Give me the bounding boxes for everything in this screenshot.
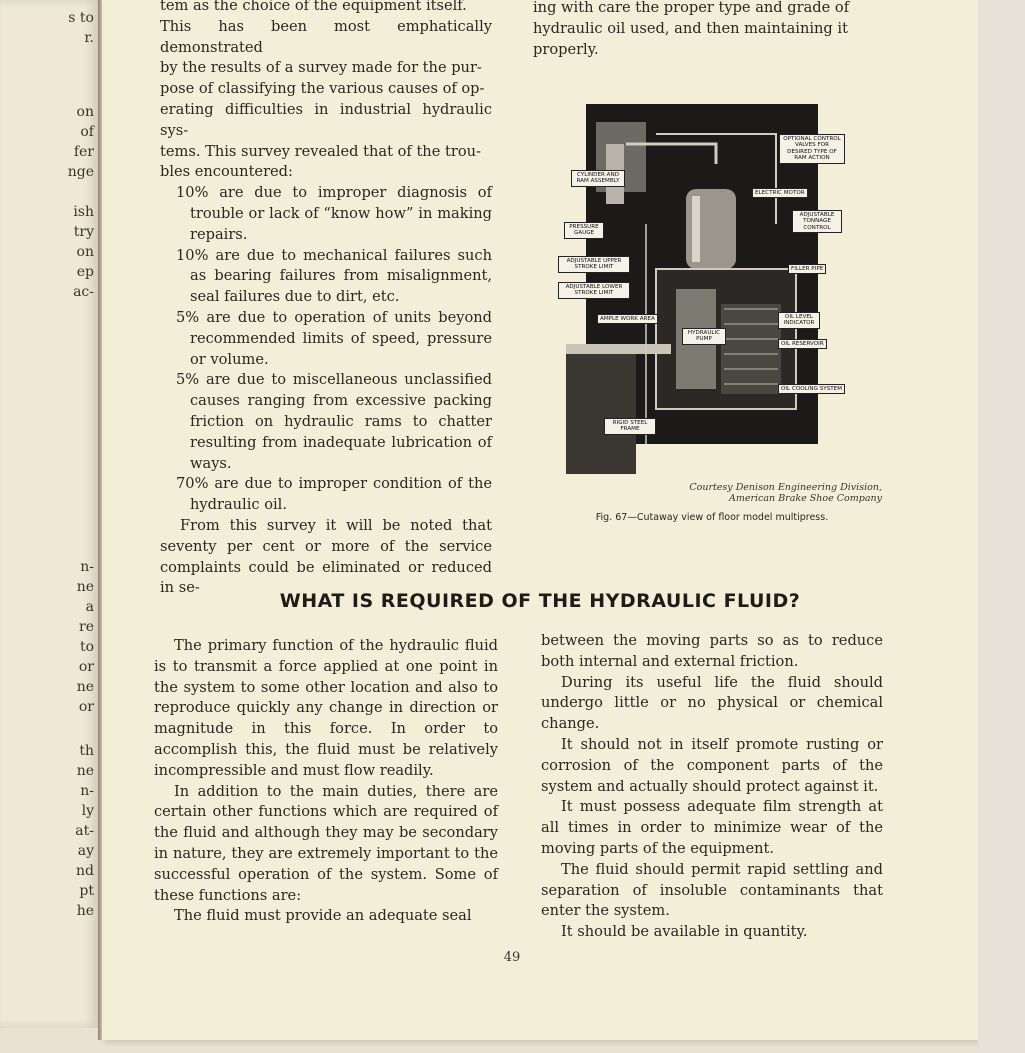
- left-page-fragment: pt: [79, 883, 94, 899]
- label-steel-frame: RIGID STEEL FRAME: [604, 418, 656, 435]
- figure-credit: [552, 482, 882, 504]
- left-page-fragment: a: [85, 599, 94, 615]
- left-page-fragment: n-: [80, 559, 94, 575]
- top-right-text: ing with care the proper type and grade of hydraulic oil used, and then maintaining it properly.: [533, 0, 850, 58]
- credit-line-2: American Brake Shoe Company: [729, 493, 882, 504]
- tl-line-4: pose of classifying the various causes of op-: [160, 80, 485, 98]
- left-page-fragment: ne: [76, 763, 94, 779]
- bl-paragraph-3: The fluid must provide an adequate seal: [174, 907, 472, 925]
- label-optional-control-valves: OPTIONAL CONTROL VALVES FOR DESIRED TYPE OF RAM ACTION: [779, 134, 845, 164]
- left-page-fragment: ne: [76, 579, 94, 595]
- left-page-fragment: n-: [80, 783, 94, 799]
- label-pressure-gauge: PRESSURE GAUGE: [564, 222, 604, 239]
- left-page-fragment: or: [78, 659, 94, 675]
- label-work-area: AMPLE WORK AREA: [597, 314, 658, 324]
- left-page-fragment: try: [73, 224, 94, 240]
- left-page-fragment: fer: [73, 144, 94, 160]
- page-number: 49: [503, 950, 521, 965]
- left-page-fragment: ne: [76, 679, 94, 695]
- left-page-fragment: on: [76, 244, 94, 260]
- left-page-fragment: ep: [76, 264, 94, 280]
- br-paragraph-2: During its useful life the fluid should undergo little or no physical or chemical change.: [541, 673, 883, 733]
- bl-paragraph-2: In addition to the main duties, there are certain other functions which are required of the fluid and although they may be secondary in nature, they are extremely important to the successful operation of the system. Some of these functions are:: [154, 782, 498, 904]
- br-paragraph-1: between the moving parts so as to reduce both internal and external friction.: [541, 632, 883, 670]
- background-edge: [978, 0, 1025, 1053]
- credit-line-1: Courtesy Denison Engineering Division,: [689, 482, 882, 493]
- left-page-fragment: ay: [77, 843, 94, 859]
- left-page-fragment: nge: [67, 164, 94, 180]
- tl-line-5: erating difficulties in industrial hydraulic sys-: [160, 100, 492, 139]
- bottom-right-column: [541, 631, 883, 943]
- left-page-fragment: nd: [76, 863, 94, 879]
- left-page-fragment: on: [76, 104, 94, 120]
- left-page-fragment: th: [79, 743, 94, 759]
- label-lower-stroke: ADJUSTABLE LOWER STROKE LIMIT: [558, 282, 630, 299]
- bottom-left-column: [154, 636, 498, 927]
- tl-line-1: tem as the choice of the equipment itself.: [160, 0, 467, 14]
- label-oil-reservoir: OIL RESERVOIR: [778, 339, 827, 349]
- left-page-fragment: ac-: [73, 284, 94, 300]
- survey-closing: From this survey it will be noted that seventy per cent or more of the service complaints could be eliminated or reduced in se-: [160, 516, 492, 597]
- right-page: [102, 0, 978, 1040]
- label-hydraulic-pump: HYDRAULIC PUMP: [682, 328, 726, 345]
- tl-line-7: bles encountered:: [160, 163, 293, 181]
- left-page-fragment: re: [79, 619, 94, 635]
- figure-caption: Fig. 67—Cutaway view of floor model multipress.: [595, 512, 829, 523]
- tl-line-6: tems. This survey revealed that of the trou-: [160, 142, 481, 160]
- top-left-column: [160, 0, 492, 599]
- label-cylinder-ram: CYLINDER AND RAM ASSEMBLY: [571, 170, 625, 187]
- label-electric-motor: ELECTRIC MOTOR: [752, 188, 808, 198]
- survey-item-4: 5% are due to miscellaneous unclassified causes ranging from excessive packing friction on hydraulic rams to chatter resulting from inadequate lubrication of ways.: [176, 371, 492, 472]
- survey-item-3: 5% are due to operation of units beyond recommended limits of speed, pressure or volume.: [176, 308, 492, 368]
- br-paragraph-5: The fluid should permit rapid settling and separation of insoluble contaminants that enter the system.: [541, 860, 883, 920]
- left-page-fragment: r.: [84, 30, 94, 46]
- label-upper-stroke: ADJUSTABLE UPPER STROKE LIMIT: [558, 256, 630, 273]
- label-oil-cooling: OIL COOLING SYSTEM: [778, 384, 845, 394]
- br-paragraph-4: It must possess adequate film strength at all times in order to minimize wear of the moving parts of the equipment.: [541, 798, 883, 857]
- label-filler-pipe: FILLER PIPE: [788, 264, 826, 274]
- left-page-fragment: ly: [81, 803, 94, 819]
- left-page-edge: [0, 0, 99, 1028]
- left-page-fragment: he: [76, 903, 94, 919]
- left-page-fragment: or: [78, 699, 94, 715]
- survey-item-5: 70% are due to improper condition of the hydraulic oil.: [176, 475, 492, 514]
- tl-line-3: by the results of a survey made for the pur-: [160, 59, 482, 77]
- survey-item-2: 10% are due to mechanical failures such as bearing failures from misalignment, seal failures due to dirt, etc.: [176, 246, 492, 306]
- bl-paragraph-1: The primary function of the hydraulic fluid is to transmit a force applied at one point in the system to some other location and also to reproduce quickly any change in direction or magnitude in this force. In order to accomplish this, the fluid must be relatively incompressible and must flow readily.: [154, 637, 498, 779]
- top-right-column: [533, 0, 863, 60]
- br-paragraph-6: It should be available in quantity.: [561, 923, 808, 941]
- label-oil-level: OIL LEVEL INDICATOR: [778, 312, 820, 329]
- label-adjustable-tonnage: ADJUSTABLE TONNAGE CONTROL: [792, 210, 842, 233]
- left-page-fragment: at-: [75, 823, 94, 839]
- left-page-fragment: to: [79, 639, 94, 655]
- left-page-fragment: ish: [73, 204, 94, 220]
- tl-line-2: This has been most emphatically demonstrated: [160, 17, 492, 56]
- left-page-fragment: of: [80, 124, 94, 140]
- section-heading: WHAT IS REQUIRED OF THE HYDRAULIC FLUID?: [279, 590, 801, 612]
- survey-item-1: 10% are due to improper diagnosis of trouble or lack of “know how” in making repairs.: [176, 184, 492, 243]
- br-paragraph-3: It should not in itself promote rusting or corrosion of the component parts of the system and actually should protect against it.: [541, 735, 883, 795]
- left-page-fragment: s to: [68, 10, 94, 26]
